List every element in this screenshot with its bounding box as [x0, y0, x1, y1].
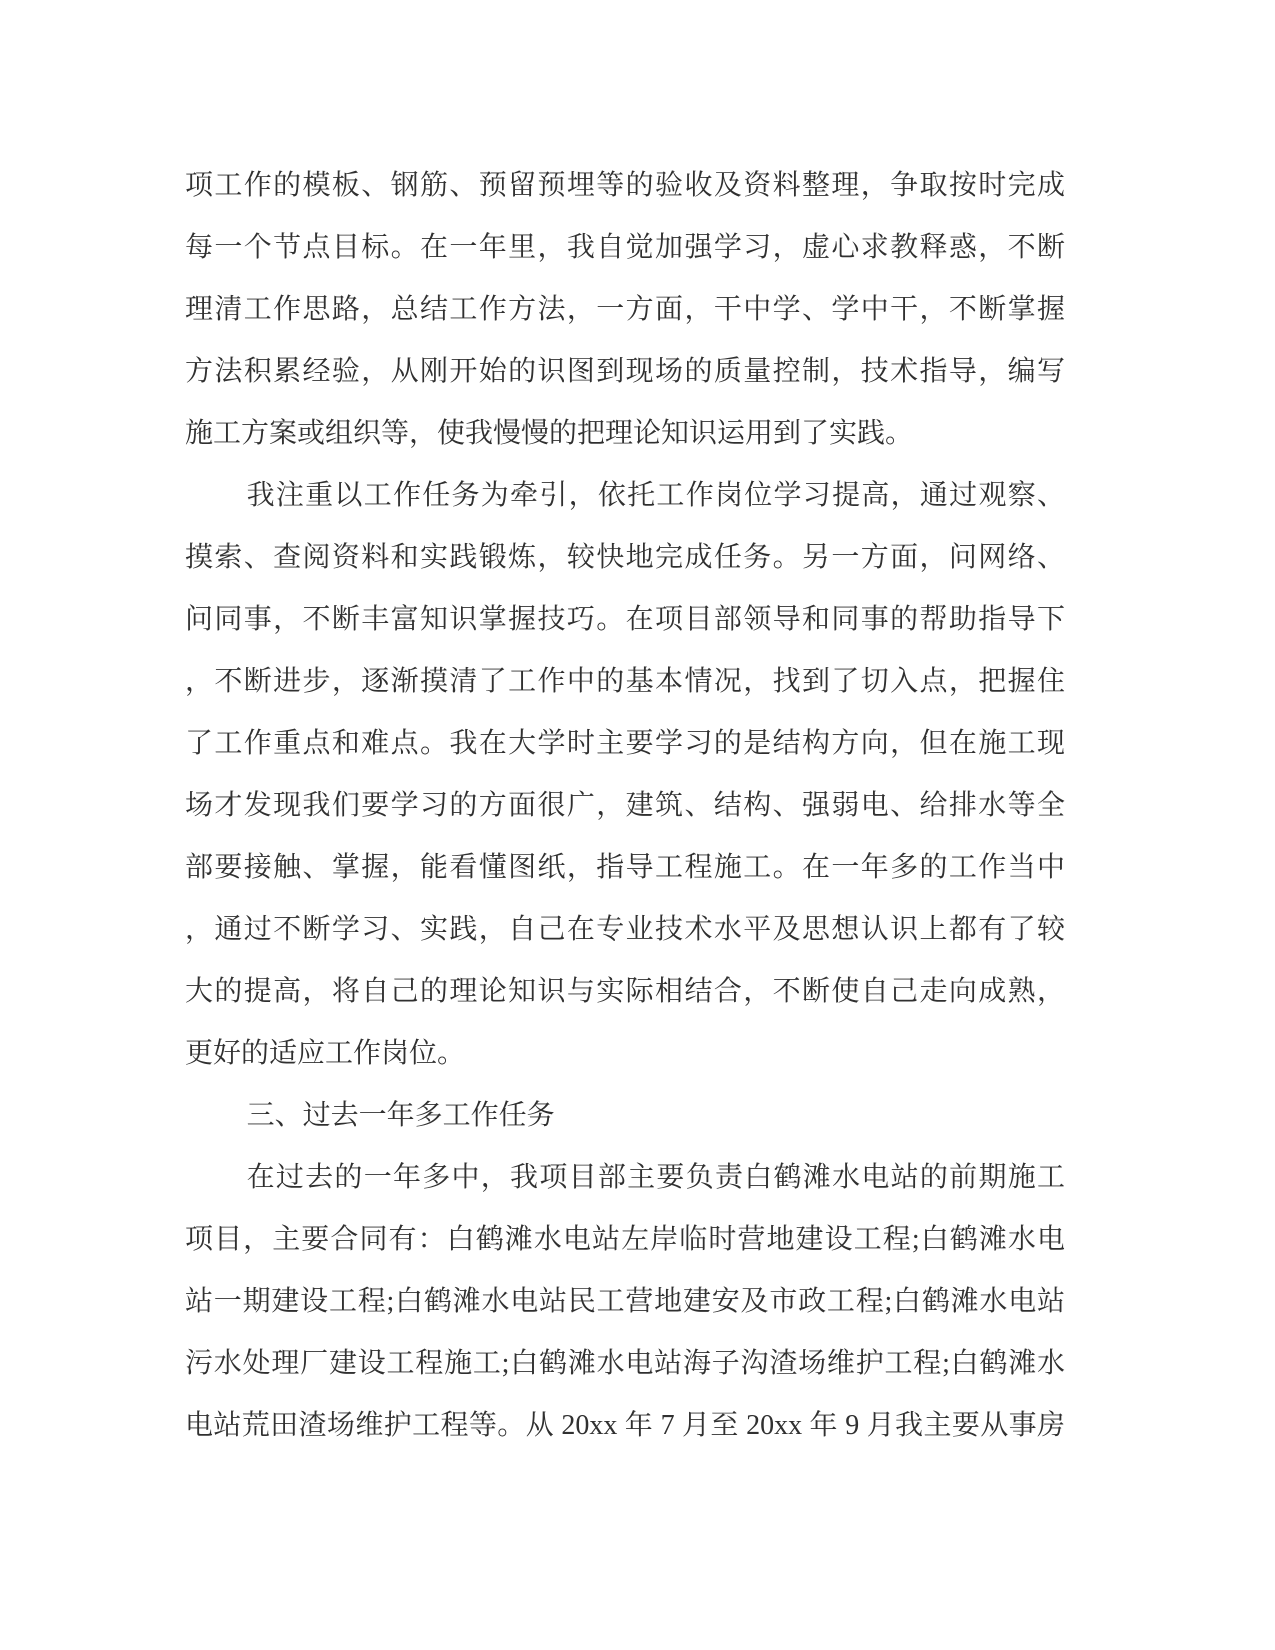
text-line: 更好的适应工作岗位。	[185, 1038, 466, 1069]
text-line: 了工作重点和难点。我在大学时主要学习的是结构方向，但在施工现	[185, 728, 1065, 759]
text-line: 问同事，不断丰富知识掌握技巧。在项目部领导和同事的帮助指导下	[185, 604, 1065, 635]
paragraph-2	[185, 465, 1065, 1085]
section-heading-block	[185, 1085, 1065, 1147]
text-line: 站一期建设工程;白鹤滩水电站民工营地建安及市政工程;白鹤滩水电站	[185, 1286, 1065, 1317]
text-block	[185, 155, 1065, 1457]
text-line: ，不断进步，逐渐摸清了工作中的基本情况，找到了切入点，把握住	[185, 666, 1065, 697]
section-heading: 三、过去一年多工作任务	[246, 1100, 555, 1131]
text-line: 摸索、查阅资料和实践锻炼，较快地完成任务。另一方面，问网络、	[185, 542, 1065, 573]
text-line: 大的提高，将自己的理论知识与实际相结合，不断使自己走向成熟，	[185, 976, 1065, 1007]
paragraph-1	[185, 155, 1065, 465]
text-line: 项工作的模板、钢筋、预留预埋等的验收及资料整理，争取按时完成	[185, 170, 1065, 201]
text-line: 在过去的一年多中，我项目部主要负责白鹤滩水电站的前期施工	[246, 1162, 1065, 1193]
paragraph-4	[185, 1147, 1065, 1457]
text-line: 施工方案或组织等，使我慢慢的把理论知识运用到了实践。	[185, 418, 914, 449]
text-line: 场才发现我们要学习的方面很广，建筑、结构、强弱电、给排水等全	[185, 790, 1065, 821]
text-line: 方法积累经验，从刚开始的识图到现场的质量控制，技术指导，编写	[185, 356, 1065, 387]
text-line: 污水处理厂建设工程施工;白鹤滩水电站海子沟渣场维护工程;白鹤滩水	[185, 1348, 1065, 1379]
text-line: 我注重以工作任务为牵引，依托工作岗位学习提高，通过观察、	[246, 480, 1065, 511]
text-line: 电站荒田渣场维护工程等。从 20xx 年 7 月至 20xx 年 9 月我主要从事房	[185, 1410, 1065, 1441]
text-line: ，通过不断学习、实践，自己在专业技术水平及思想认识上都有了较	[185, 914, 1065, 945]
text-line: 理清工作思路，总结工作方法，一方面，干中学、学中干，不断掌握	[185, 294, 1065, 325]
text-line: 每一个节点目标。在一年里，我自觉加强学习，虚心求教释惑，不断	[185, 232, 1065, 263]
text-line: 项目，主要合同有：白鹤滩水电站左岸临时营地建设工程;白鹤滩水电	[185, 1224, 1065, 1255]
text-line: 部要接触、掌握，能看懂图纸，指导工程施工。在一年多的工作当中	[185, 852, 1065, 883]
